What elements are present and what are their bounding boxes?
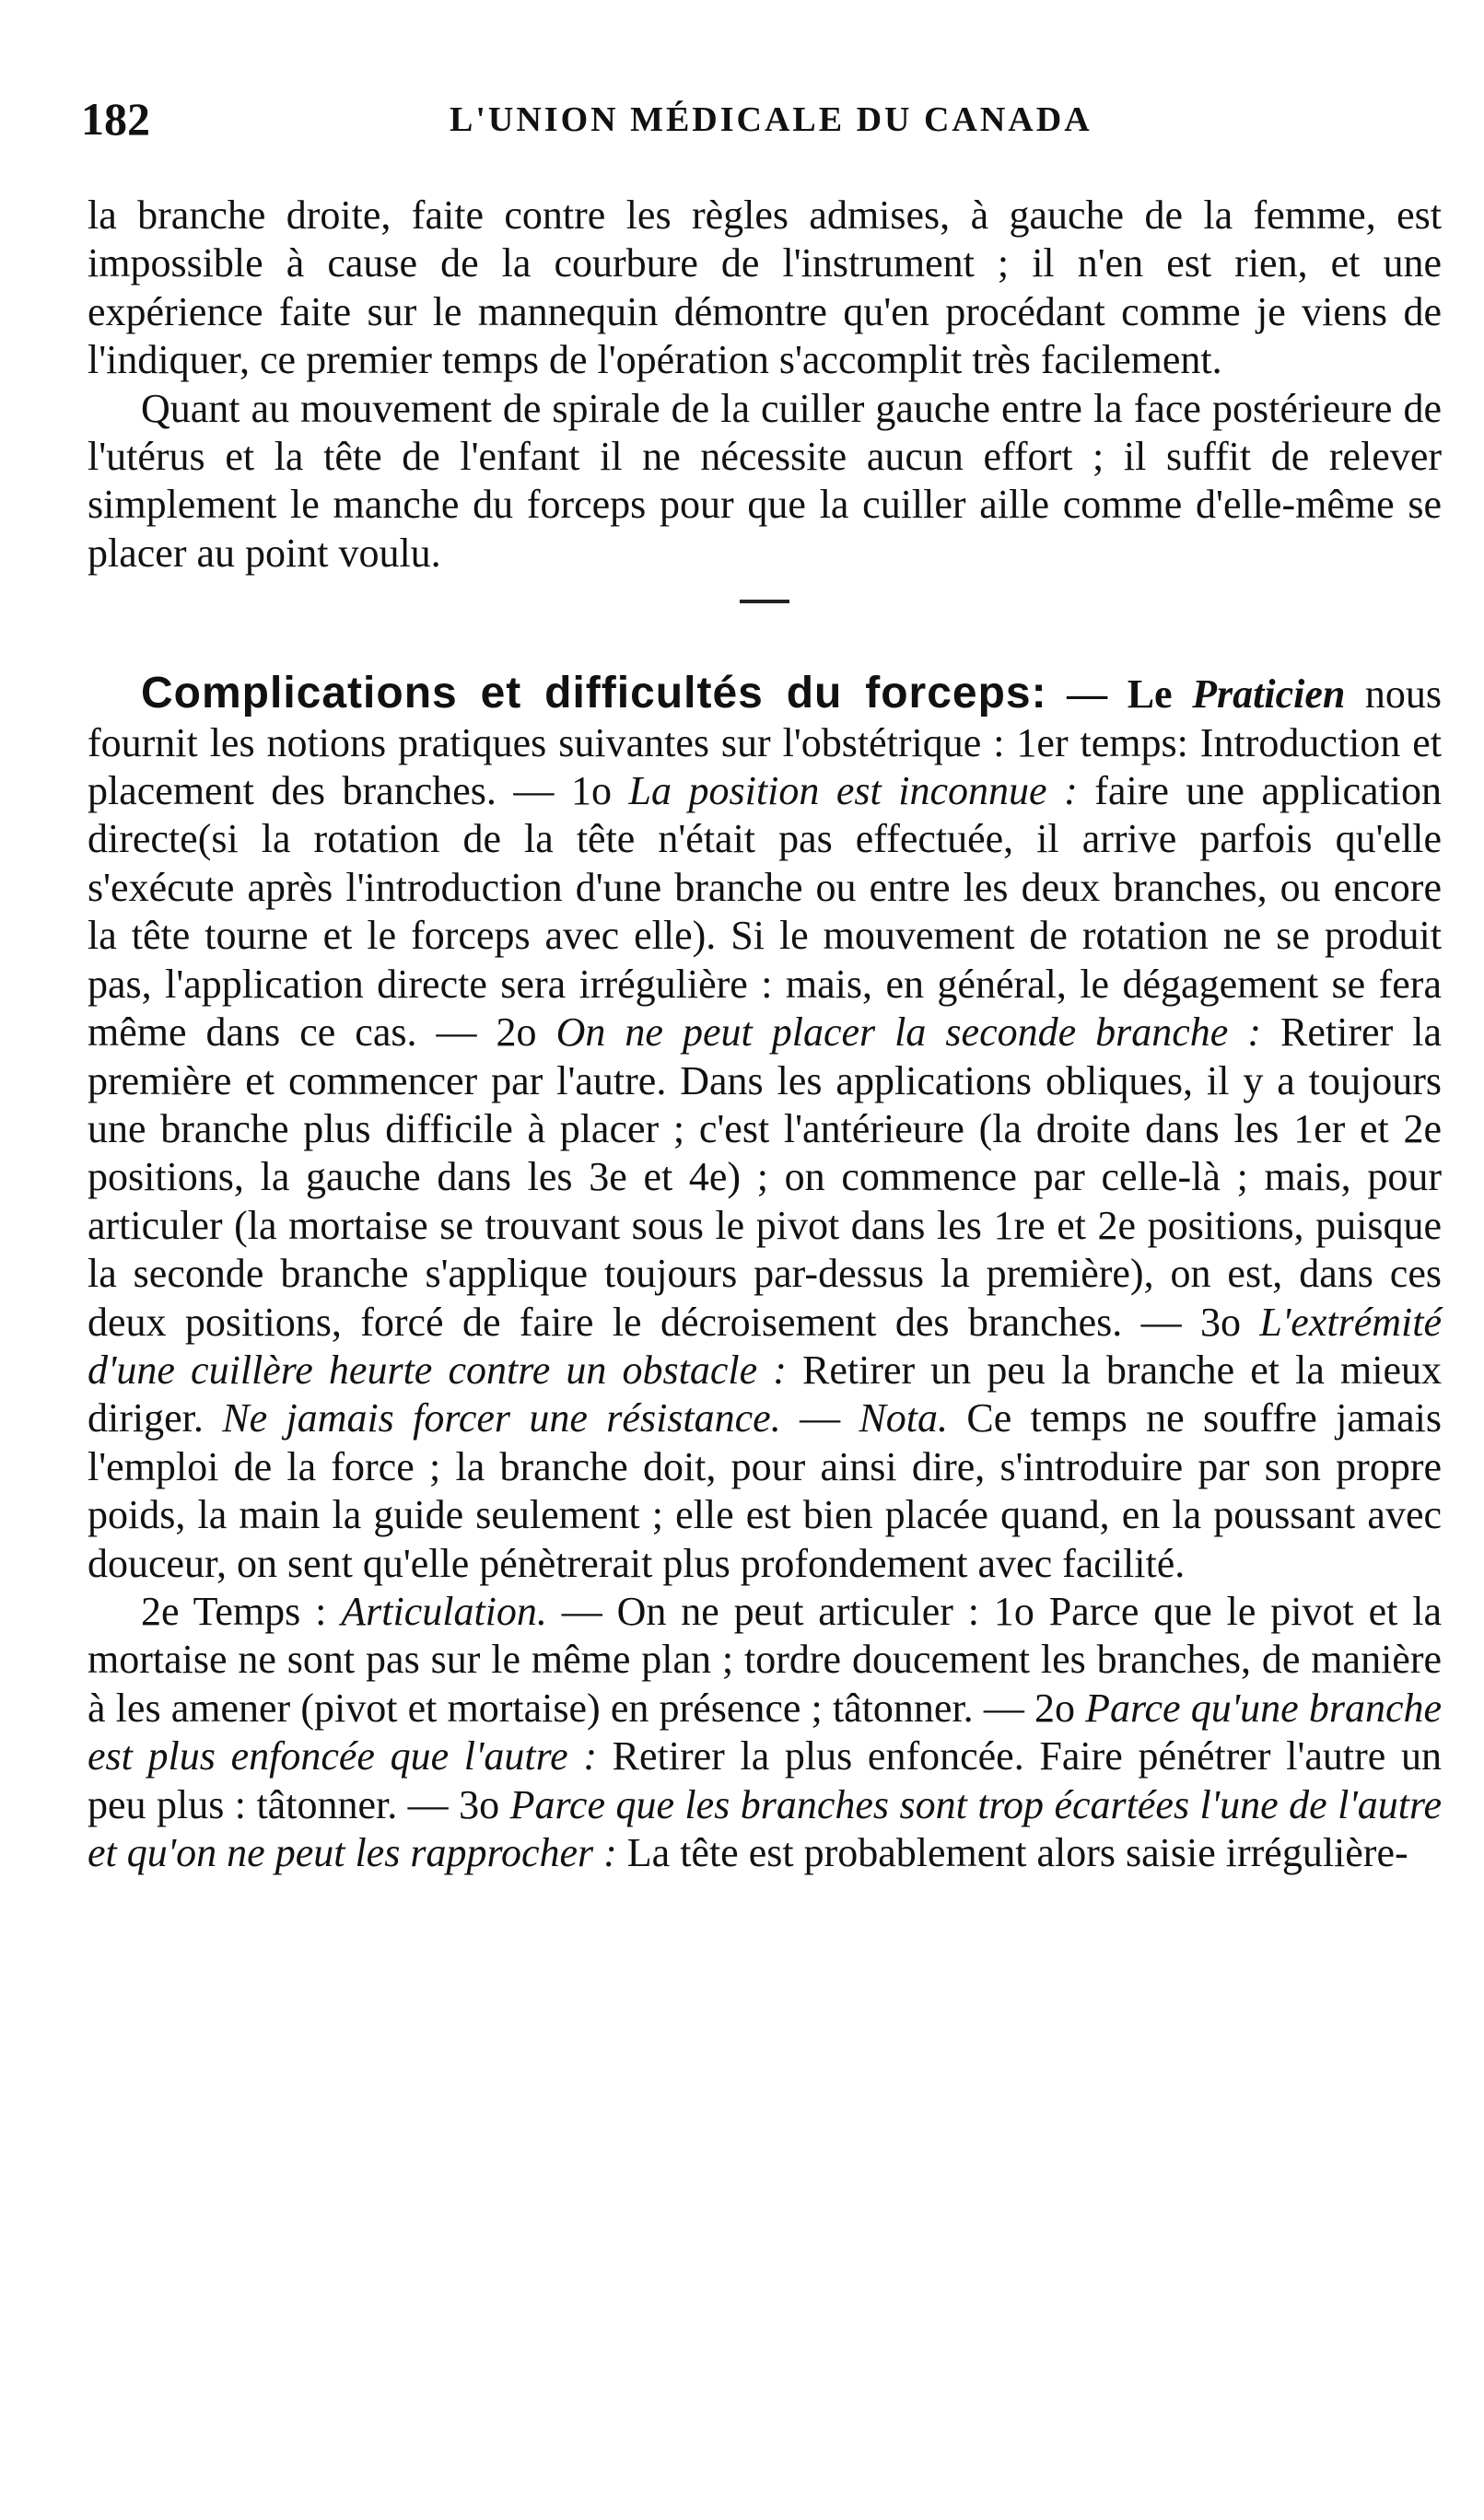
text-run: faire une application directe(si la rotation de la tête n'était pas effectuée, il arrive parfois qu'elle s'exécute après l'introduction d'une branche ou entre les deux branches, ou encore la tête tourne et le forceps avec elle). Si le mouvement de rotation ne se produit pas, l'application directe sera irrégulière : mais, en général, le dégagement se fera même dans ce cas. — 2o bbox=[88, 768, 1442, 1056]
paragraph-complications bbox=[88, 670, 1442, 1588]
step-heading-articulation: Articulation. bbox=[341, 1588, 547, 1634]
text-run: Retirer la plus enfoncée. Faire pénétrer l'autre un peu plus : tâtonner. — 3o bbox=[88, 1733, 1442, 1827]
paragraph-second-time bbox=[88, 1588, 1442, 1877]
case-heading-1: La position est inconnue : bbox=[628, 768, 1078, 814]
section-title: Complications et difficultés du forceps: bbox=[141, 669, 1047, 718]
page-header bbox=[81, 92, 1444, 166]
text-run: nous fournit les notions pratiques suivantes sur l'obstétrique : 1er temps: Introduction et placement des branches. — 1o bbox=[88, 671, 1442, 814]
text-run: — bbox=[780, 1395, 859, 1441]
text-run: 2e Temps : bbox=[141, 1588, 342, 1634]
paragraph-spiral-movement: Quant au mouvement de spirale de la cuiller gauche entre la face postérieure de l'utérus et la tête de l'enfant il ne nécessite aucun effort ; il suffit de relever simplement le manche du forceps pour que la cuiller aille comme d'elle-même se placer au point voulu. bbox=[88, 385, 1442, 576]
source-name: Praticien bbox=[1192, 671, 1346, 718]
page-body bbox=[88, 192, 1442, 1877]
case-heading-4: Parce qu'une branche est plus enfoncée que l'autre : bbox=[88, 1685, 1442, 1779]
text-run: — On ne peut articuler : 1o Parce que le pivot et la mortaise ne sont pas sur le même plan ; tordre doucement les branches, de manière à les amener (pivot et mortaise) en présence ; tâtonner. — 2o bbox=[88, 1588, 1442, 1731]
text-run: Ce temps ne souffre jamais l'emploi de la force ; la branche doit, pour ainsi dire, s'introduire par son propre poids, la main la guide seulement ; elle est bien placée quand, en la poussant avec douceur, on sent qu'elle pénètrerait plus profondement avec facilité. bbox=[88, 1395, 1442, 1586]
case-heading-5: Parce que les branches sont trop écartées l'une de l'autre et qu'on ne peut les rapprocher : bbox=[88, 1781, 1442, 1875]
case-heading-2: On ne peut placer la seconde branche : bbox=[555, 1009, 1262, 1056]
page-number: 182 bbox=[81, 93, 150, 145]
case-heading-3: L'extrémité d'une cuillère heurte contre un obstacle : bbox=[88, 1299, 1442, 1393]
paragraph-continuation: la branche droite, faite contre les règles admises, à gauche de la femme, est impossible à cause de la courbure de l'instrument ; il n'en est rien, et une expérience faite sur le mannequin démontre qu'en procédant comme je viens de l'indiquer, ce premier temps de l'opération s'accomplit très facilement. bbox=[88, 192, 1442, 383]
nota-label: Nota. bbox=[859, 1395, 949, 1441]
running-head: L'UNION MÉDICALE DU CANADA bbox=[450, 100, 1093, 139]
section-divider bbox=[740, 600, 789, 603]
text-run: — Le bbox=[1046, 671, 1193, 718]
text-run: La tête est probablement alors saisie irrégulière- bbox=[616, 1830, 1408, 1875]
warning-text: Ne jamais forcer une résistance. bbox=[222, 1395, 781, 1441]
text-run: Retirer la première et commencer par l'autre. Dans les applications obliques, il y a toujours une branche plus difficile à placer ; c'est l'antérieure (la droite dans les 1er et 2e positions, la gauche dans les 3e et 4e) ; on commence par celle-là ; mais, pour articuler (la mortaise se trouvant sous le pivot dans les 1re et 2e positions, puisque la seconde branche s'applique toujours par-dessus la première), on est, dans ces deux positions, forcé de faire le décroisement des branches. — 3o bbox=[88, 1009, 1443, 1345]
text-run: Retirer un peu la branche et la mieux diriger. bbox=[88, 1347, 1443, 1441]
